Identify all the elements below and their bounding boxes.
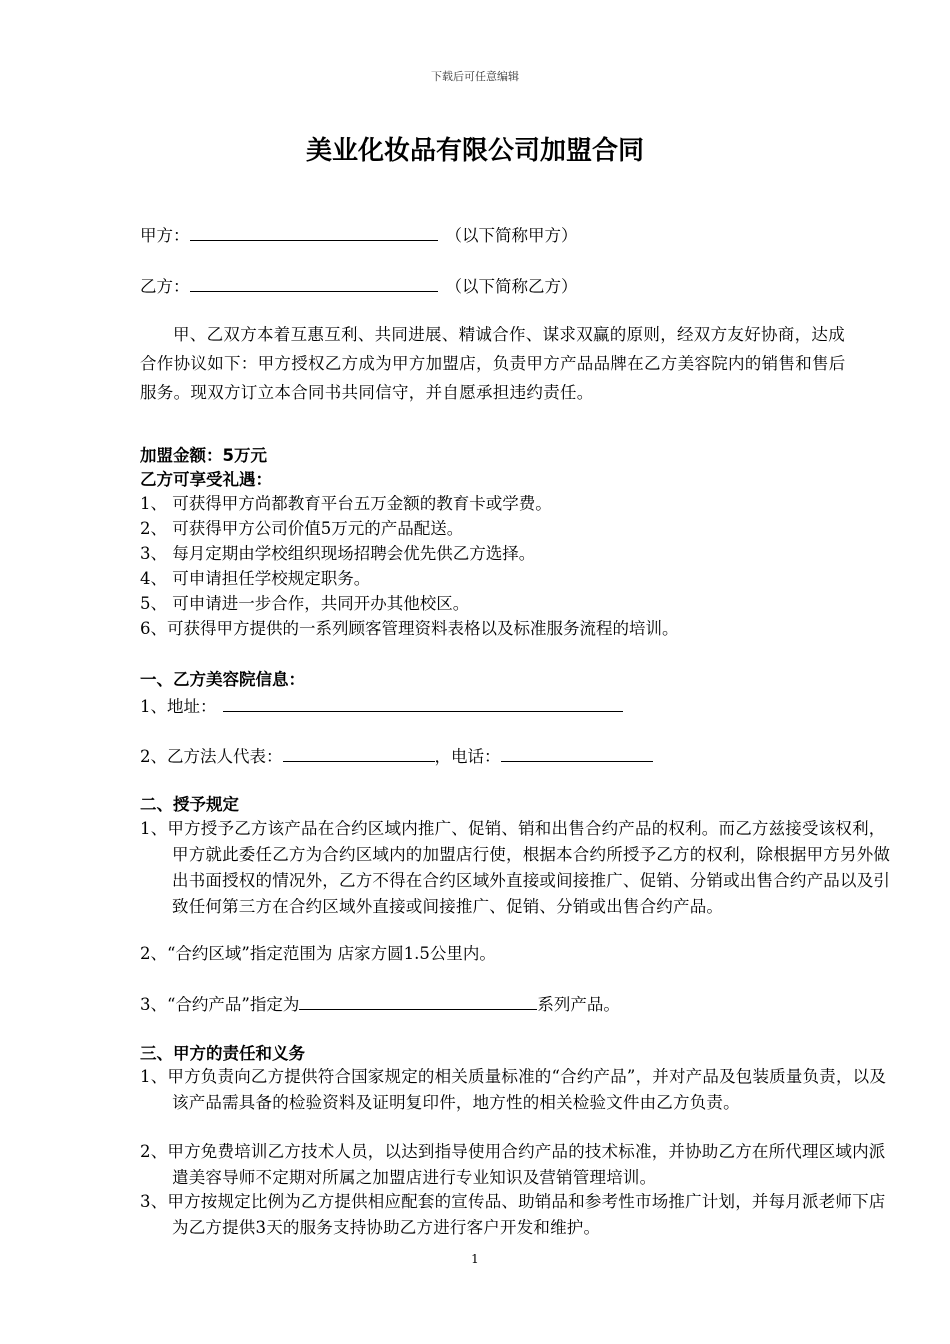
grant-clause-3 bbox=[140, 991, 620, 1015]
representative-line bbox=[140, 743, 653, 767]
section3-heading: 三、甲方的责任和义务 bbox=[140, 1044, 305, 1063]
section2-heading: 二、授予规定 bbox=[140, 795, 239, 814]
representative-label: 2、乙方法人代表： bbox=[140, 747, 283, 766]
phone-label: ，电话： bbox=[434, 747, 501, 766]
benefit-item: 5、 可申请进一步合作，共同开办其他校区。 bbox=[140, 594, 470, 613]
grant-clause-2: 2、“合约区域”指定范围为 店家方圆1.5公里内。 bbox=[140, 944, 496, 963]
page-number: 1 bbox=[471, 1252, 479, 1266]
grant-clause-3-suffix: 系列产品。 bbox=[537, 995, 620, 1014]
grant-clause-3-prefix: 3、“合约产品”指定为 bbox=[140, 995, 300, 1014]
address-label: 1、地址： bbox=[140, 697, 217, 716]
party-b-blank[interactable] bbox=[190, 273, 438, 292]
party-a-blank[interactable] bbox=[190, 222, 438, 241]
fee-amount: 加盟金额：5万元 bbox=[140, 446, 267, 465]
party-b-suffix: （以下简称乙方） bbox=[445, 277, 578, 296]
intro-paragraph: 甲、乙双方本着互惠互利、共同进展、精诚合作、谋求双赢的原则，经双方友好协商，达成合作协议如下：甲方授权乙方成为甲方加盟店，负责甲方产品品牌在乙方美容院内的销售和售后服务。现双方订立本合同书共同信守，并自愿承担违约责任。 bbox=[140, 325, 846, 402]
party-a-label: 甲方： bbox=[140, 226, 190, 245]
document-title: 美业化妆品有限公司加盟合同 bbox=[305, 136, 644, 166]
grant-clause-1: 1、甲方授予乙方该产品在合约区域内推广、促销、销和出售合约产品的权利。而乙方兹接受该权利，甲方就此委任乙方为合约区域内的加盟店行使，根据本合约所授予乙方的权利，除根据甲方另外做出书面授权的情况外，乙方不得在合约区域外直接或间接推广、促销、分销或出售合约产品以及引致任何第三方在合约区域外直接或间接推广、促销、分销或出售合约产品。 bbox=[140, 819, 891, 916]
obligation-item: 3、甲方按规定比例为乙方提供相应配套的宣传品、助销品和参考性市场推广计划，并每月派老师下店为乙方提供3天的服务支持协助乙方进行客户开发和维护。 bbox=[140, 1192, 886, 1237]
phone-blank[interactable] bbox=[501, 743, 653, 762]
party-a-suffix: （以下简称甲方） bbox=[445, 226, 578, 245]
header-note: 下载后可任意编辑 bbox=[431, 70, 519, 83]
benefit-item: 4、 可申请担任学校规定职务。 bbox=[140, 569, 371, 588]
party-b-label: 乙方： bbox=[140, 277, 190, 296]
benefits-heading: 乙方可享受礼遇： bbox=[140, 470, 272, 489]
benefit-item: 1、 可获得甲方尚都教育平台五万金额的教育卡或学费。 bbox=[140, 494, 552, 513]
benefit-item: 3、 每月定期由学校组织现场招聘会优先供乙方选择。 bbox=[140, 544, 536, 563]
product-series-blank[interactable] bbox=[299, 991, 537, 1010]
obligation-item: 2、甲方免费培训乙方技术人员，以达到指导使用合约产品的技术标准，并协助乙方在所代理区域内派遣美容导师不定期对所属之加盟店进行专业知识及营销管理培训。 bbox=[140, 1142, 886, 1187]
benefit-item: 2、 可获得甲方公司价值5万元的产品配送。 bbox=[140, 519, 464, 538]
obligation-item: 1、甲方负责向乙方提供符合国家规定的相关质量标准的“合约产品”，并对产品及包装质量负责，以及该产品需具备的检验资料及证明复印件，地方性的相关检验文件由乙方负责。 bbox=[140, 1067, 887, 1112]
representative-blank[interactable] bbox=[283, 743, 435, 762]
address-blank[interactable] bbox=[223, 693, 623, 712]
benefit-item: 6、可获得甲方提供的一系列顾客管理资料表格以及标准服务流程的培训。 bbox=[140, 619, 679, 638]
section1-heading: 一、乙方美容院信息： bbox=[140, 670, 305, 689]
party-b-line bbox=[140, 273, 578, 297]
address-line bbox=[140, 693, 623, 717]
party-a-line bbox=[140, 222, 578, 246]
